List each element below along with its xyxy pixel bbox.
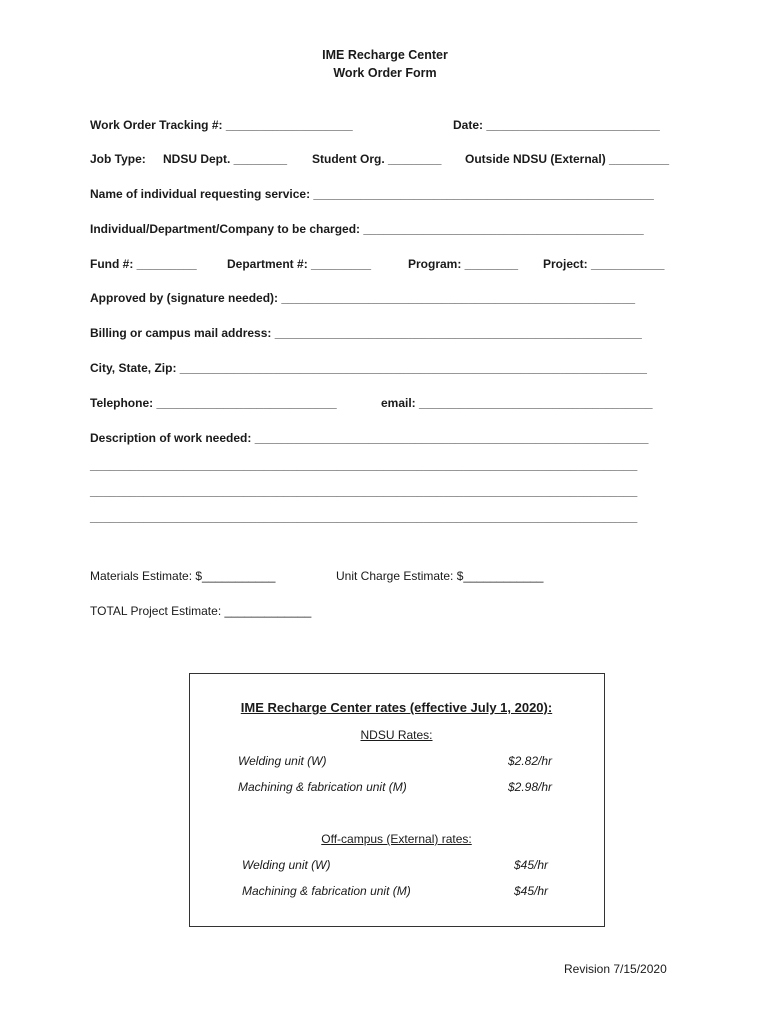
billing-address-field[interactable]: Billing or campus mail address: _______________________________________________________	[90, 326, 642, 340]
rate-item-name: Welding unit (W)	[242, 858, 331, 872]
materials-estimate-field[interactable]: Materials Estimate: $___________	[90, 569, 276, 583]
unit-charge-estimate-field[interactable]: Unit Charge Estimate: $____________	[336, 569, 544, 583]
requester-name-field[interactable]: Name of individual requesting service: ___________________________________________________	[90, 187, 654, 201]
description-line[interactable]: __________________________________________________________________________________	[90, 458, 638, 472]
date-field[interactable]: Date: __________________________	[453, 118, 660, 132]
rate-item-price: $2.98/hr	[508, 780, 553, 794]
ndsu-dept-field[interactable]: NDSU Dept. ________	[163, 152, 288, 166]
total-estimate-field[interactable]: TOTAL Project Estimate: _____________	[90, 604, 312, 618]
revision-date: Revision 7/15/2020	[564, 962, 667, 976]
form-title: IME Recharge Center	[322, 48, 448, 62]
description-line[interactable]: __________________________________________________________________________________	[90, 484, 638, 498]
ndsu-rates-heading: NDSU Rates:	[360, 728, 433, 742]
rates-box	[189, 673, 605, 927]
rate-item-name: Machining & fabrication unit (M)	[242, 884, 411, 898]
telephone-field[interactable]: Telephone: ___________________________	[90, 396, 337, 410]
charged-entity-field[interactable]: Individual/Department/Company to be charged: __________________________________________	[90, 222, 644, 236]
description-field[interactable]: Description of work needed: ___________________________________________________________	[90, 431, 649, 445]
department-number-field[interactable]: Department #: _________	[227, 257, 372, 271]
rate-item-name: Machining & fabrication unit (M)	[238, 780, 407, 794]
program-field[interactable]: Program: ________	[408, 257, 519, 271]
student-org-field[interactable]: Student Org. ________	[312, 152, 442, 166]
work-order-tracking-field[interactable]: Work Order Tracking #: ___________________	[90, 118, 353, 132]
rate-item-price: $45/hr	[514, 858, 549, 872]
external-rates-heading: Off-campus (External) rates:	[321, 832, 472, 846]
project-field[interactable]: Project: ___________	[543, 257, 665, 271]
form-subtitle: Work Order Form	[333, 66, 437, 80]
job-type-label: Job Type:	[90, 152, 146, 166]
description-line[interactable]: __________________________________________________________________________________	[90, 510, 638, 524]
fund-field[interactable]: Fund #: _________	[90, 257, 197, 271]
rate-item-name: Welding unit (W)	[238, 754, 327, 768]
outside-ndsu-field[interactable]: Outside NDSU (External) _________	[465, 152, 670, 166]
approved-by-field[interactable]: Approved by (signature needed): _____________________________________________________	[90, 291, 636, 305]
email-field[interactable]: email: ___________________________________	[381, 396, 653, 410]
rates-title: IME Recharge Center rates (effective July 1, 2020):	[240, 700, 553, 715]
city-state-zip-field[interactable]: City, State, Zip: ______________________________________________________________________	[90, 361, 647, 375]
rate-item-price: $45/hr	[514, 884, 549, 898]
rate-item-price: $2.82/hr	[508, 754, 553, 768]
